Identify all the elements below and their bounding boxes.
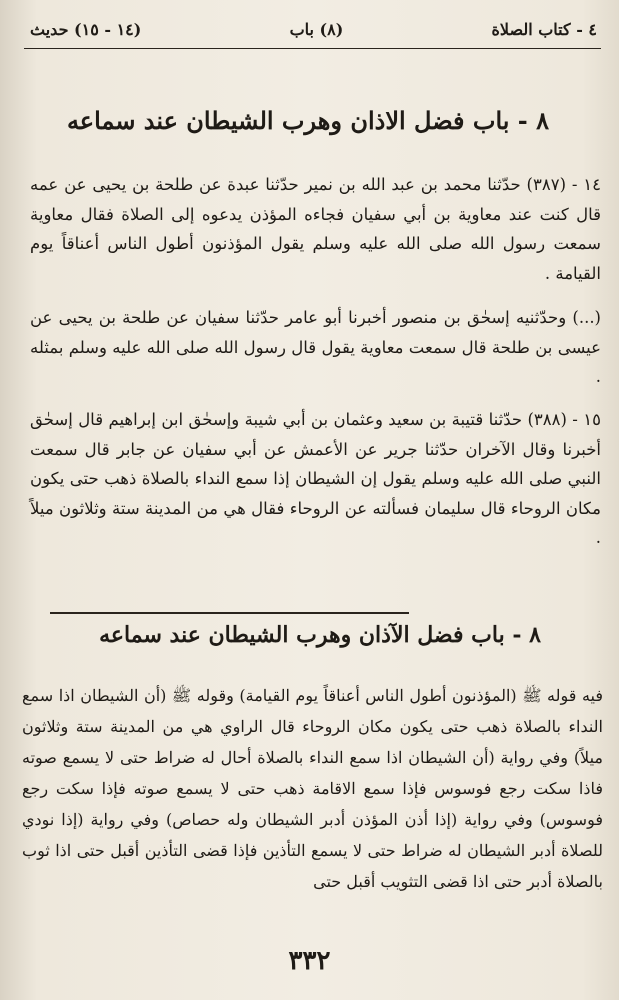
header-chapter-number: (٨) باب — [289, 19, 344, 39]
commentary-separator — [50, 612, 409, 614]
chapter-title: ٨ - باب فضل الاذان وهرب الشيطان عند سماعه — [66, 106, 549, 135]
hadith-paragraph-1: ١٤ - (٣٨٧) حدّثنا محمد بن عبد الله بن نمير حدّثنا عبدة عن طلحة بن يحيى عن عمه قال كنت عند معاوية بن أبي سفيان فجاءه المؤذن يدعوه إلى الصلاة فقال معاوية سمعت رسول الله صلى الله عليه وسلم يقول المؤذنون أطول الناس أعناقاً يوم القيامة . — [30, 175, 601, 283]
header-rule — [24, 48, 601, 49]
header-chapter: ٤ - كتاب الصلاة — [491, 19, 597, 39]
hadith-paragraph-2: (...) وحدّثنيه إسحٰق بن منصور أخبرنا أبو عامر حدّثنا سفيان عن طلحة بن يحيى عن عيسى بن طلحة قال سمعت معاوية يقول قال رسول الله صلى الله عليه وسلم بمثله . — [30, 308, 601, 386]
hadith-paragraph-3: ١٥ - (٣٨٨) حدّثنا قتيبة بن سعيد وعثمان بن أبي شيبة وإسحٰق ابن إبراهيم قال إسحٰق أخبرنا وقال الآخران حدّثنا جرير عن الأعمش عن أبي سفيان عن جابر قال سمعت النبي صلى الله عليه وسلم يقول إن الشيطان إذا سمع النداء بالصلاة ذهب حتى يكون مكان الروحاء قال سليمان فسألته عن الروحاء فقال هي من المدينة ستة وثلاثون ميلاً . — [30, 410, 601, 547]
commentary-text: فيه قوله ﷺ (المؤذنون أطول الناس أعناقاً يوم القيامة) وقوله ﷺ (أن الشيطان اذا سمع النداء بالصلاة ذهب حتى يكون مكان الروحاء قال الراوي هي من المدينة ستة وثلاثون ميلاً) وفي رواية (أن الشيطان اذا سمع النداء بالصلاة أحال له ضراط حتى لا يسمع صوته فاذا سكت رجع فوسوس فإذا سمع الاقامة ذهب حتى لا يسمع صوته فإذا سكت رجع فوسوس) وفي رواية (إذا أذن المؤذن أدبر الشيطان وله حصاص) وفي رواية (إذا نودي للصلاة أدبر الشيطان له ضراط حتى لا يسمع التأذين فإذا قضى التأذين أقبل حتى اذا ثوب بالصلاة أدبر حتى اذا قضى التثويب أقبل حتى — [22, 686, 603, 891]
header-hadith-range: (١٤ - ١٥) حديث — [30, 19, 142, 39]
page-number: ٣٣٢ — [288, 946, 331, 976]
running-header — [30, 14, 597, 44]
commentary-title: ٨ - باب فضل الآذان وهرب الشيطان عند سماعه — [99, 622, 541, 648]
